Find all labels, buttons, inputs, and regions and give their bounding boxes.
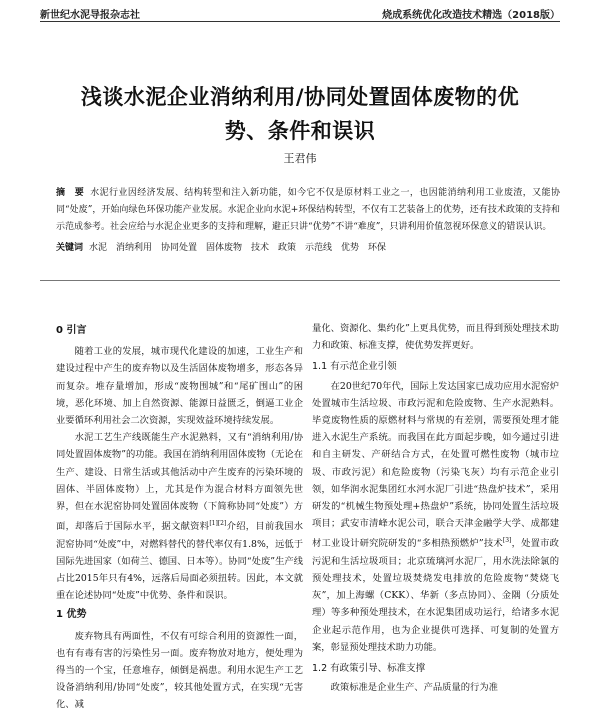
paragraph-text: 在20世纪70年代，国际上发达国家已成功应用水泥窑炉处置城市生活垃圾、市政污泥和危险废物、生产水泥熟料。毕竟废物性质的原燃材料与常规的有差别，需要预处理才能进入水泥生产系统。而我国在此方面起步晚，如今通过引进和自主研发、产研结合方式，在处置可燃性废物（城市垃圾、市政污泥）和危险废物（污染飞灰）均有示范企业引领，如华润水泥集团红水河水泥厂引进“热盘炉技术”，采用研发的“机械生物预处理+热盘炉”系统，协同处置生活垃圾项目；武安市清峰水泥公司，联合天津金融学大学、成都建材工业设计研究院研发的“多相热预燃炉”技术 <box>312 380 559 550</box>
citation: [3] <box>502 537 512 545</box>
paragraph-text: 介绍，目前我国水泥窑协同“处废”中，对燃料替代的替代率仅有1.8%，远低于国际先进国家（如荷兰、德国、日本等）。协同“处废”生产线占比2015年只有4%，远落后局面必须扭转。因此，本文就重在论述协同“处废”中优势、条件和误识。 <box>56 521 303 602</box>
section-heading-advantages: 1 优势 <box>56 609 87 621</box>
paragraph: 政策标准是企业生产、产品质量的行为准 <box>330 682 498 694</box>
abstract-block <box>56 185 560 257</box>
header-divider <box>40 21 560 22</box>
abstract <box>56 185 560 236</box>
subsection-heading-1-1: 1.1 有示范企业引领 <box>312 361 397 373</box>
running-header-right: 烧成系统优化改造技术精选（2018版） <box>382 10 560 21</box>
paragraph <box>56 429 303 604</box>
subsection-heading-1-2: 1.2 有政策引导、标准支撑 <box>312 662 426 674</box>
running-header-left: 新世纪水泥导报杂志社 <box>40 10 140 21</box>
body-divider <box>40 280 560 281</box>
right-column <box>312 320 559 696</box>
keywords-text: 水泥 消纳利用 协同处置 固体废物 技术 政策 示范线 优势 环保 <box>89 243 387 253</box>
paragraph: 废弃物具有两面性，不仅有可综合利用的资源性一面，也有有毒有害的污染性另一面。废弃物放对地方，便处理为得当的一个宝，任意堆存，倾倒是祸患。利用水泥生产工艺设备消纳利用/协同“处废”，较其他处置方式，在实现“无害化、减 <box>56 630 303 711</box>
article-title: 浅谈水泥企业消纳利用/协同处置固体废物的优势、条件和误识 <box>80 85 520 143</box>
citation: [1][2] <box>209 520 227 528</box>
paragraph: 量化、资源化、集约化”上更具优势，而且得到预处理技术助力和政策、标准支撑，使优势发挥更好。 <box>312 323 559 352</box>
abstract-label: 摘 要 <box>56 188 85 198</box>
paragraph: 随着工业的发展，城市现代化建设的加速，工业生产和建设过程中产生的废弃物以及生活固体废物增多，形态各异而复杂。堆存量增加，形成“废物围城”和“尾矿围山”的困境，恶化环境、加上自然资源、能源日益匮乏，倒逼工业企业要循环利用社会二次资源，实现效益环境持续发展。 <box>56 346 303 427</box>
paragraph-text: ，处置市政污泥和生活垃圾项目；北京琉璃河水泥厂，用水洗法除氯的预处理技术，处置垃圾焚烧发电排放的危险废物“焚烧飞灰”，加上海螺（CKK）、华新（多点协同）、金隅（分质处理）等多种预处理技术，在水泥集团成功运行，给诸多水泥企业起示范作用，也为企业提供可选择、可复制的处置方案，彰显预处理技术助力功能。 <box>312 538 559 653</box>
keywords-label: 关键词 <box>56 243 84 253</box>
keywords <box>56 240 560 257</box>
abstract-text: 水泥行业因经济发展、结构转型和注入新功能，如今它不仅是原材料工业之一，也因能消纳利用工业废渣，又能协同“处废”，开始向绿色环保功能产业发展。水泥企业向水泥+环保结构转型，不仅有工艺装备上的优势，还有技术政策的支持和示范成参考。社会应给与水泥企业更多的支持和理解，避正只讲“优势”不讲“难度”，只讲利用价值忽视环保意义的错误认识。 <box>56 188 560 232</box>
paragraph-text: 水泥工艺生产线既能生产水泥熟料，又有“消纳利用/协同处置固体废物”的功能。我国在消纳利用固体废物（无论在生产、建设、日常生活或其他活动中产生废弃的污染环境的固体、半固体废物）上，尤其是作为混合材料方面领先世界，但在水泥窑协同处置固体废物（下简称协同“处废”）方面，却落后于国际水平，据文献资料 <box>56 432 303 533</box>
left-column <box>56 320 303 714</box>
paragraph <box>312 378 559 656</box>
section-heading-intro: 0 引言 <box>56 325 87 336</box>
author-name: 王君伟 <box>283 152 317 165</box>
